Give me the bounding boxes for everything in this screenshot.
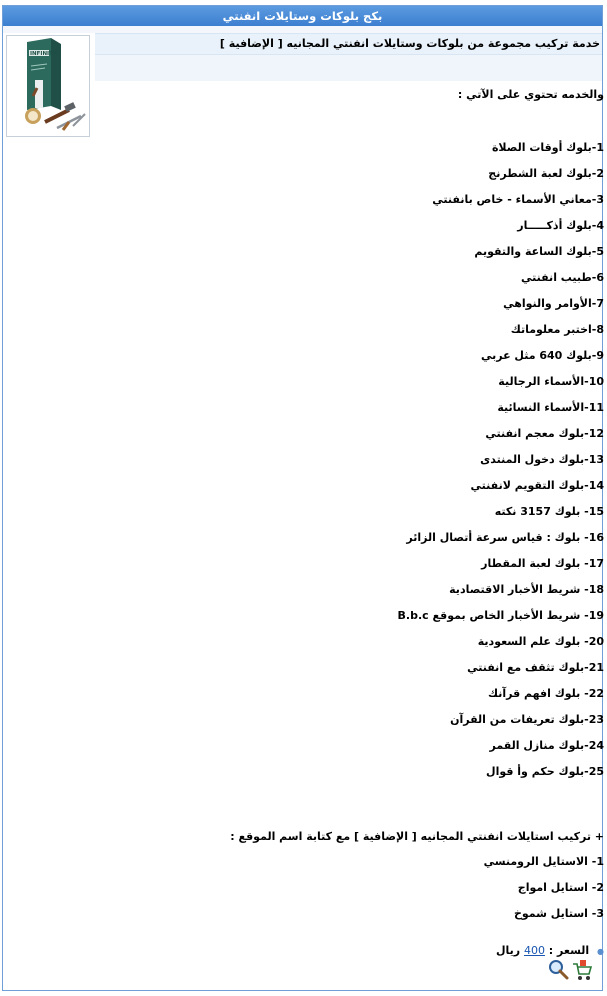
list-item: 19- شريط الأخبار الخاص بموقع B.b.c [397,609,604,622]
price-line [496,944,604,957]
magnifier-icon[interactable] [550,961,567,978]
blocks-list [104,142,604,792]
box-label: INFINITY [30,51,57,57]
list-item: 6-طبيب انفنتي [521,271,604,284]
service-content [104,88,604,934]
list-item: 13-بلوك دخول المنتدى [480,453,604,466]
product-image[interactable] [6,35,90,137]
list-item: 24-بلوك منازل القمر [489,739,604,752]
intro-text: والخدمه تحتوي على الآتي : [457,88,604,101]
blank-row [95,55,602,81]
panel-title: بكج بلوكات وستايلات انفنتي [3,6,602,26]
list-item: 4-بلوك أذكـــــار [517,219,604,232]
software-box-icon [7,36,89,136]
list-item: 16- بلوك : قياس سرعة أتصال الزائر [406,531,604,544]
list-item: 11-الأسماء النسائية [497,401,604,414]
list-item: 8-اختبر معلوماتك [510,323,604,336]
list-item: 2-بلوك لعبة الشطرنج [488,167,604,180]
list-item: 14-بلوك التقويم لانفنتي [470,479,604,492]
list-item: 21-بلوك تثقف مع انفنتي [467,661,604,674]
list-item: 12-بلوك معجم انفنتي [485,427,604,440]
list-item: 22- بلوك افهم قرآنك [487,687,604,700]
list-item: 25-بلوك حكم وأ قوال [486,765,604,778]
styles-list [104,856,604,934]
list-item: 10-الأسماء الرجالية [498,375,604,388]
bullet-icon: ● [597,947,604,956]
list-item: 15- بلوك 3157 نكته [494,505,604,518]
list-item: 1-بلوك أوقات الصلاة [491,141,604,154]
list-item: 1- الاستايل الرومنسي [483,855,604,868]
title-subbar [3,26,602,33]
price-amount-link[interactable]: 400 [523,944,545,957]
list-item: 5-بلوك الساعة والتقويم [474,245,604,258]
price-label: السعر : [548,944,590,957]
list-item: 9-بلوك 640 مثل عربي [480,349,604,362]
list-item: 17- بلوك لعبة المقطار [481,557,604,570]
list-item: 23-بلوك تعريفات من القرآن [450,713,604,726]
service-description: خدمة تركيب مجموعة من بلوكات وستايلات انفنتي المجانيه [ الإضافية ] [219,37,600,50]
list-item: 2- استايل امواج [517,881,604,894]
styles-heading: + تركيب استايلات انفنتي المجانيه [ الإضافية ] مع كتابة اسم الموقع : [230,830,604,843]
action-icons [547,958,593,982]
cart-icon[interactable] [573,960,591,980]
list-item: 20- بلوك علم السعودية [477,635,604,648]
list-item: 7-الأوامر والنواهي [503,297,604,310]
list-item: 3- استايل شموخ [513,907,604,920]
description-row [95,33,602,55]
price-currency: ريال [495,944,521,957]
list-item: 18- شريط الأخبار الاقتصادية [449,583,604,596]
list-item: 3-معاني الأسماء - خاص بانفنتي [432,193,604,206]
